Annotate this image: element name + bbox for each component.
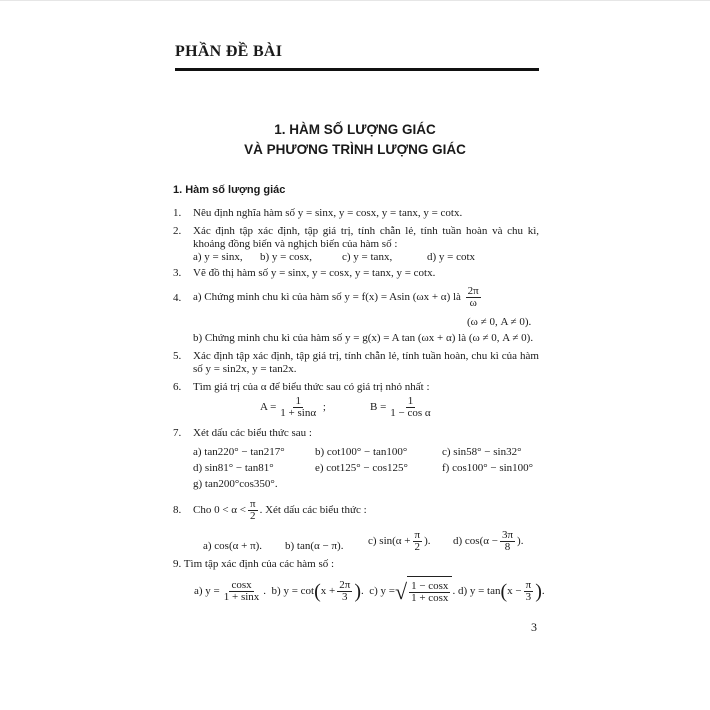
section-heading: 1. Hàm số lượng giác xyxy=(173,184,286,196)
denominator: ω xyxy=(469,296,477,309)
q2-text1: Xác định tập xác định, tập giá trị, tính chẵn lẻ, tính tuần hoàn và chu kì, xyxy=(193,225,539,237)
radical-sign-icon: √ xyxy=(394,578,408,604)
text: . xyxy=(541,585,545,598)
separator: ; xyxy=(322,401,326,414)
q8-opt-c xyxy=(368,526,431,556)
text: c) sin(α + xyxy=(368,535,411,547)
text: . xyxy=(360,585,364,598)
q4-b: b) Chứng minh chu kì của hàm số y = g(x) = A tan (ωx + α) là (ω ≠ 0, A ≠ 0). xyxy=(193,332,534,344)
denominator: 3 xyxy=(342,591,348,603)
q6-text: Tìm giá trị của α để biểu thức sau có giá trị nhỏ nhất : xyxy=(193,381,430,393)
right-paren: ) xyxy=(535,580,542,603)
numerator: π xyxy=(250,497,256,510)
q4-a-condition: (ω ≠ 0, A ≠ 0). xyxy=(467,316,532,328)
q6-number: 6. xyxy=(173,381,182,393)
denominator: 2 xyxy=(250,509,256,522)
label-b: B = xyxy=(370,401,387,414)
q4-a-fraction xyxy=(466,286,481,309)
q7-item: f) cos100° − sin100° xyxy=(442,462,534,474)
q8-text xyxy=(193,495,367,525)
denominator: 2 xyxy=(414,540,421,553)
text: . Xét dấu các biểu thức : xyxy=(259,504,367,516)
chapter-title-line1: 1. HÀM SỐ LƯỢNG GIÁC xyxy=(274,122,436,137)
text: ). xyxy=(424,535,431,547)
q4-a xyxy=(193,282,483,312)
q6-expr-a xyxy=(260,396,326,419)
q7-item: e) cot125° − cos125° xyxy=(315,462,408,474)
fraction xyxy=(222,580,262,603)
q2-opt-b: b) y = cosx, xyxy=(260,251,313,263)
q7-item: b) cot100° − tan100° xyxy=(315,446,408,458)
text: x − xyxy=(507,585,522,598)
q7-item: g) tan200°cos350°. xyxy=(193,478,278,490)
numerator: cosx xyxy=(231,579,252,591)
text: b) y = cot xyxy=(271,585,315,598)
text: . xyxy=(263,585,267,598)
q7-text: Xét dấu các biểu thức sau : xyxy=(193,427,312,439)
numerator: 1 xyxy=(295,395,301,407)
q8-opt-a: a) cos(α + π). xyxy=(203,540,263,552)
q2-number: 2. xyxy=(173,225,182,237)
label-a: A = xyxy=(260,401,277,414)
text: . d) y = tan xyxy=(452,585,501,598)
q9-options xyxy=(194,576,545,607)
right-paren: ) xyxy=(354,580,361,603)
part-title: PHẦN ĐỀ BÀI xyxy=(175,43,283,60)
q5-text2: số y = sin2x, y = tan2x. xyxy=(193,363,297,375)
q5-text1: Xác định tập xác định, tập giá trị, tính chẵn lẻ, tính tuần hoàn, chu kì của hàm xyxy=(193,350,539,362)
q8-opt-d xyxy=(453,526,523,556)
q7-item: d) sin81° − tan81° xyxy=(193,462,274,474)
fraction xyxy=(337,580,352,603)
q8-opt-b: b) tan(α − π). xyxy=(285,540,344,552)
denominator: 1 + sinα xyxy=(280,407,317,419)
numerator: π xyxy=(414,528,421,541)
q2-opt-a: a) y = sinx, xyxy=(193,251,243,263)
text: ). xyxy=(517,535,524,547)
numerator: 2π xyxy=(467,284,479,297)
numerator: 3π xyxy=(501,528,514,541)
text: c) y = xyxy=(369,585,395,598)
q4-number: 4. xyxy=(173,292,182,304)
text: a) y = xyxy=(194,585,220,598)
denominator: 1 + sinx xyxy=(223,591,260,603)
text: d) cos(α − xyxy=(453,535,498,547)
numerator: 1 − cosx xyxy=(411,579,449,592)
q8-number: 8. xyxy=(173,504,182,516)
q3-text: Vẽ đồ thị hàm số y = sinx, y = cosx, y = tanx, y = cotx. xyxy=(193,267,436,279)
fraction xyxy=(524,580,534,603)
left-paren: ( xyxy=(500,580,508,603)
q4-a-text: a) Chứng minh chu kì của hàm số y = f(x) = Asin (ωx + α) là xyxy=(193,291,461,303)
numerator: π xyxy=(525,579,532,591)
numerator: 2π xyxy=(339,579,351,591)
q6-expr-b xyxy=(370,396,435,419)
q1-number: 1. xyxy=(173,207,182,219)
page-edge xyxy=(0,0,710,1)
fraction xyxy=(413,530,423,553)
q5-number: 5. xyxy=(173,350,182,362)
denominator: 8 xyxy=(504,540,511,553)
fraction xyxy=(248,499,258,522)
fraction xyxy=(500,530,515,553)
fraction-b xyxy=(388,396,432,419)
q7-number: 7. xyxy=(173,427,182,439)
header-rule xyxy=(175,68,539,71)
q2-opt-d: d) y = cotx xyxy=(427,251,476,263)
q1-text: Nêu định nghĩa hàm số y = sinx, y = cosx, y = tanx, y = cotx. xyxy=(193,207,463,219)
q3-number: 3. xyxy=(173,267,182,279)
denominator: 1 + cosx xyxy=(411,591,449,604)
chapter-title-line2: VÀ PHƯƠNG TRÌNH LƯỢNG GIÁC xyxy=(244,142,466,157)
denominator: 1 − cos α xyxy=(390,407,431,419)
numerator: 1 xyxy=(407,395,414,407)
q2-opt-c: c) y = tanx, xyxy=(342,251,393,263)
fraction xyxy=(409,581,450,604)
text: Cho 0 < α < xyxy=(193,504,247,516)
text: x + xyxy=(320,585,336,598)
q9-text: 9. Tìm tập xác định của các hàm số : xyxy=(173,558,335,570)
page-number: 3 xyxy=(531,620,537,634)
q7-item: a) tan220° − tan217° xyxy=(193,446,285,458)
q2-text2: khoảng đồng biến và nghịch biến của hàm số : xyxy=(193,238,398,250)
q7-item: c) sin58° − sin32° xyxy=(442,446,522,458)
fraction-a xyxy=(278,396,318,419)
denominator: 3 xyxy=(525,591,532,603)
left-paren: ( xyxy=(314,580,321,603)
square-root xyxy=(395,576,452,607)
